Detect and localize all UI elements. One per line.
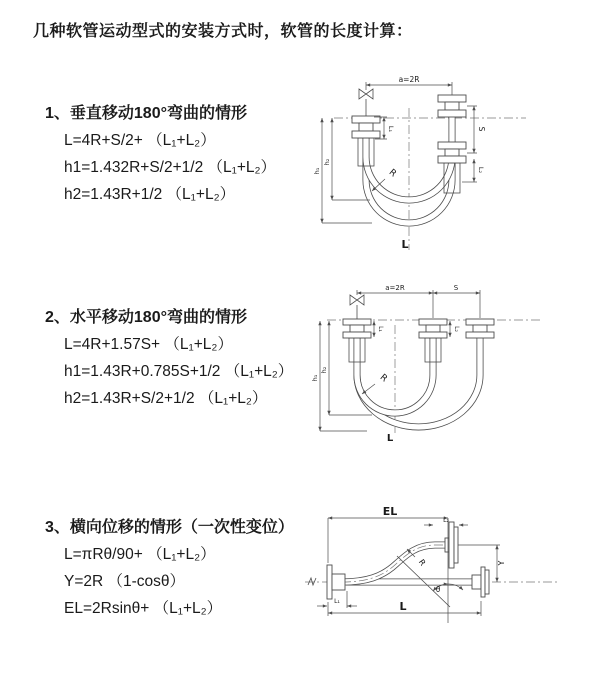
dim-h1-label: h₁ <box>311 374 319 382</box>
diagram-lateral-displacement <box>300 501 565 656</box>
dim-l2-label: L₂ <box>453 326 460 332</box>
angle-theta-label: θ <box>435 585 441 594</box>
dim-el-label: EL <box>382 505 398 518</box>
radius-label: R <box>416 557 428 568</box>
diagram-vertical-move-180 <box>314 72 549 257</box>
flange-right-lower <box>438 142 466 163</box>
diagram-lateral-svg <box>300 501 565 656</box>
formula-h1: h1=1.43R+0.785S+1/2 （L₁+L₂） <box>64 363 294 380</box>
flange-right <box>466 319 494 338</box>
formula-length: L=πRθ/90+ （L₁+L₂） <box>64 546 216 563</box>
dim-y-label: Y <box>497 560 506 566</box>
radius-label: R <box>377 372 389 385</box>
section-lateral-displacement <box>45 518 315 619</box>
section-heading: 2、水平移动180°弯曲的情形 <box>45 309 247 326</box>
dim-l1-label: L₁ <box>377 326 384 332</box>
diagram-vertical-svg <box>314 72 549 257</box>
dim-l2-label: L₂ <box>443 517 449 524</box>
formula-length: L=4R+S/2+ （L₁+L₂） <box>64 132 216 149</box>
dim-l1-label: L₁ <box>334 598 340 605</box>
valve-icon <box>359 89 373 116</box>
flange-left <box>352 116 380 138</box>
section-heading: 3、横向位移的情形（一次性变位） <box>45 519 294 536</box>
dim-span-label: a=2R <box>385 284 405 292</box>
dim-h2-label: h₂ <box>320 366 328 374</box>
dim-l2-label: L₂ <box>477 166 485 174</box>
hose-tubes <box>357 338 480 427</box>
diagram-horizontal-svg <box>312 281 552 449</box>
flange-middle <box>419 319 447 338</box>
length-label: L <box>399 600 407 613</box>
dimensions <box>317 505 506 623</box>
radius-label: R <box>386 167 398 180</box>
valve-icon <box>350 295 364 319</box>
formula-el: EL=2Rsinθ+ （L₁+L₂） <box>64 600 223 617</box>
flange-left <box>343 319 371 338</box>
dim-h2-label: h₂ <box>323 158 331 166</box>
dim-span-label: a=2R <box>398 75 420 84</box>
centerline-break-mark <box>308 578 316 585</box>
flange-right-upper <box>438 95 466 117</box>
dim-s-label: S <box>453 284 459 292</box>
formula-h1: h1=1.432R+S/2+1/2 （L₁+L₂） <box>64 159 277 176</box>
flange-right <box>472 567 489 597</box>
section-heading: 1、垂直移动180°弯曲的情形 <box>45 105 247 122</box>
formula-h2: h2=1.43R+1/2 （L₁+L₂） <box>64 186 236 203</box>
diagram-horizontal-move-180 <box>312 281 552 449</box>
length-label: L <box>386 433 394 444</box>
length-label: L <box>401 238 409 251</box>
flange-raised <box>445 522 458 568</box>
section-horizontal-move <box>45 308 315 409</box>
section-vertical-move <box>45 104 315 205</box>
dim-h1-label: h₁ <box>313 167 321 175</box>
page-title: 几种软管运动型式的安装方式时，软管的长度计算： <box>33 23 413 40</box>
flange-left <box>327 565 345 599</box>
formula-y: Y=2R （1-cosθ） <box>64 573 186 590</box>
dim-s-label: S <box>477 126 486 132</box>
formula-h2: h2=1.43R+S/2+1/2 （L₁+L₂） <box>64 390 268 407</box>
dim-l1-label: L₁ <box>387 125 395 133</box>
formula-length: L=4R+1.57S+ （L₁+L₂） <box>64 336 233 353</box>
